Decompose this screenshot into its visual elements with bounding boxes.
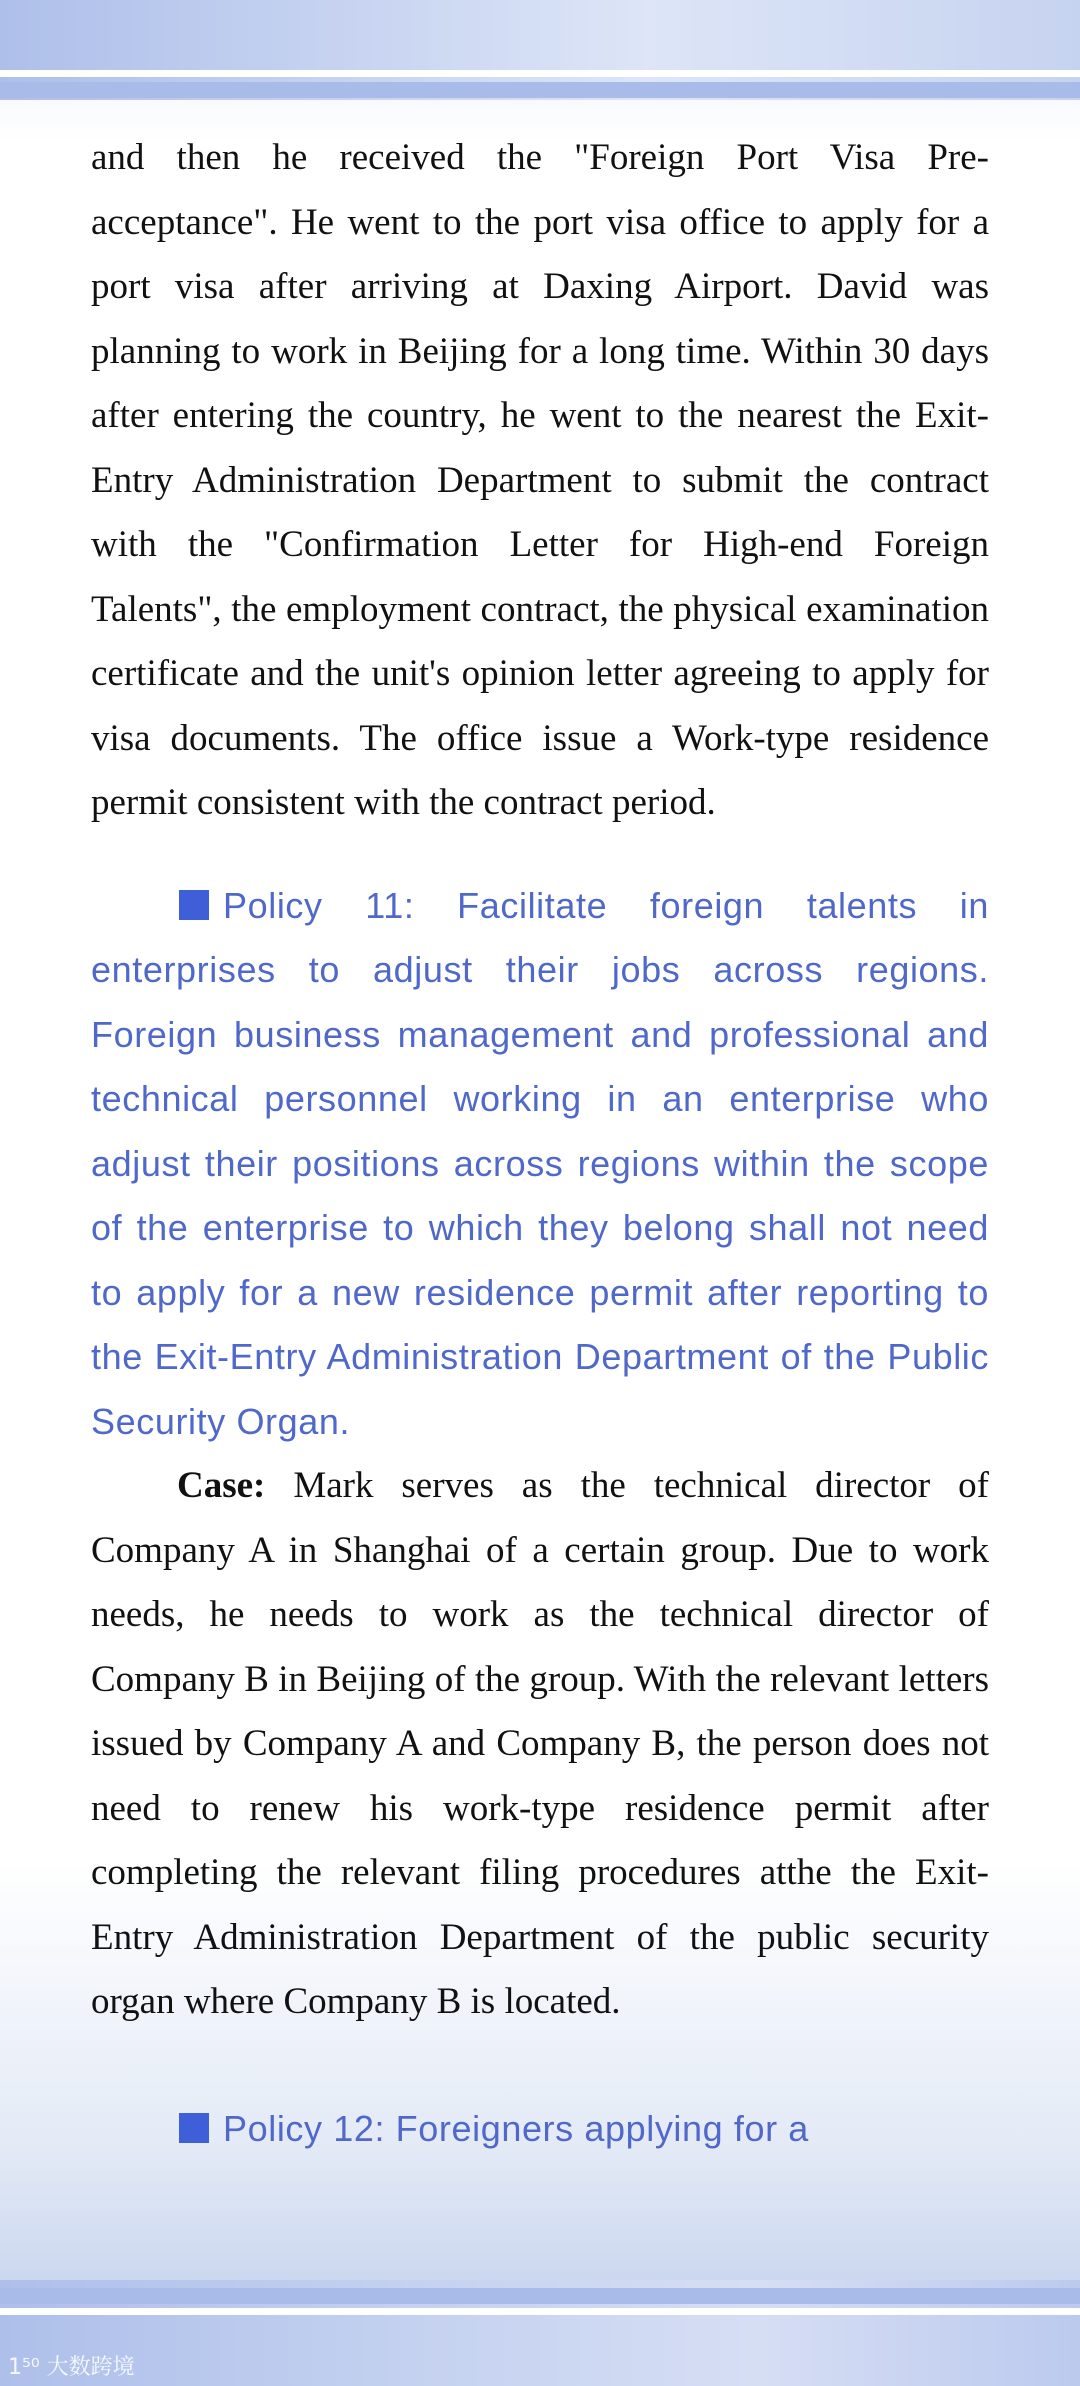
policy-11-text: Policy 11: Facilitate foreign talents in enterprises to adjust their jobs across regions. Foreign business management and professional and technical personnel working in an enterprise who adjust their positions across regions within the scope of the enterprise to which they belong shall not need to apply for a new residence permit after reporting to the Exit-Entry Administration Department of the Public Security Organ.: [91, 884, 989, 1442]
article-body: [91, 126, 989, 2161]
policy-12-text: Policy 12: Foreigners applying for a: [223, 2107, 809, 2149]
square-bullet-icon: [179, 2113, 209, 2143]
case-paragraph: [91, 1454, 989, 2035]
spacer: [91, 836, 989, 874]
spacer: [91, 2035, 989, 2097]
bottom-divider-white: [0, 2308, 1080, 2315]
watermark-logo: 1⁵⁰ 大数跨境: [8, 2355, 135, 2380]
bottom-divider-blue: [0, 2288, 1080, 2304]
top-divider-white: [0, 70, 1080, 77]
case-text: Mark serves as the technical director of Company A in Shanghai of a certain group. Due to work needs, he needs to work as the technical director of Company B in Beijing of the group. With the relevant letters issued by Company A and Company B, the person does not need to renew his work-type residence permit after completing the relevant filing procedures atthe the Exit-Entry Administration Department of the public security organ where Company B is located.: [91, 1465, 989, 2022]
case-label: Case:: [177, 1465, 266, 1506]
policy-12-block: [91, 2097, 989, 2162]
policy-11-block: [91, 874, 989, 1455]
paragraph-david-case: and then he received the "Foreign Port Visa Pre-acceptance". He went to the port visa office to apply for a port visa after arriving at Daxing Airport. David was planning to work in Beijing for a long time. Within 30 days after entering the country, he went to the nearest the Exit-Entry Administration Department to submit the contract with the "Confirmation Letter for High-end Foreign Talents", the employment contract, the physical examination certificate and the unit's opinion letter agreeing to apply for visa documents. The office issue a Work-type residence permit consistent with the contract period.: [91, 137, 989, 823]
square-bullet-icon: [179, 890, 209, 920]
top-divider-blue: [0, 82, 1080, 98]
